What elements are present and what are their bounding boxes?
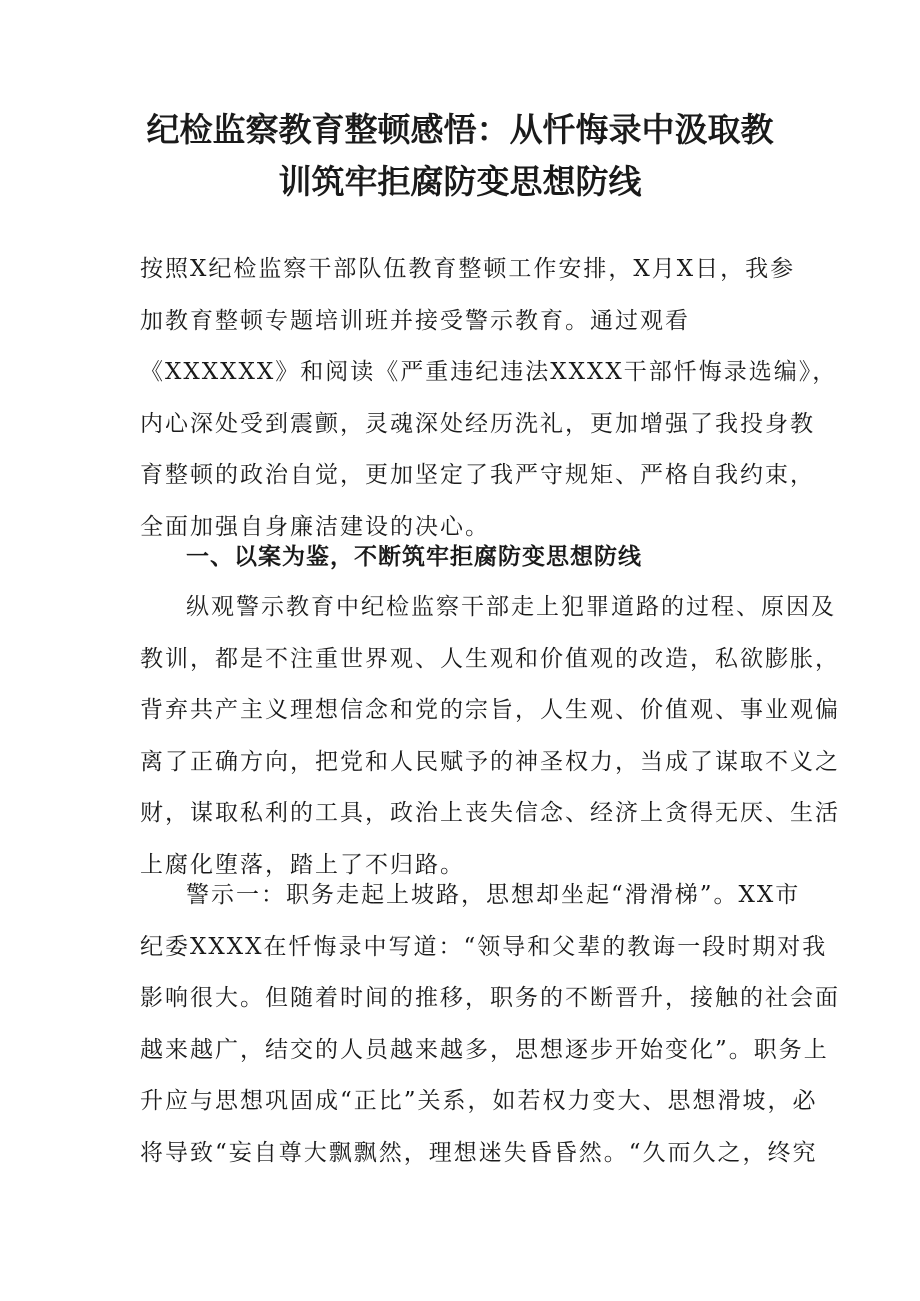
paragraph-line: 纵观警示教育中纪检监察干部走上犯罪道路的过程、原因及: [186, 594, 836, 620]
body-paragraph-2: [140, 870, 840, 1179]
paragraph-line: 影响很大。但随着时间的推移，职务的不断晋升，接触的社会面: [140, 985, 840, 1011]
paragraph-line: 教训，都是不注重世界观、人生观和价值观的改造，私欲膨胀，: [140, 645, 840, 672]
paragraph-line: 财，谋取私利的工具，政治上丧失信念、经济上贪得无厌、生活: [140, 800, 840, 826]
intro-line: 育整顿的政治自觉，更加坚定了我严守规矩、严格自我约束，: [140, 462, 815, 488]
paragraph-line: 警示一：职务走起上坡路，思想却坐起“滑滑梯”。XX市: [186, 882, 801, 908]
document-title-line-1: 纪检监察教育整顿感悟：从忏悔录中汲取教: [146, 110, 774, 149]
document-title-line-2: 训筑牢拒腐防变思想防线: [278, 162, 642, 201]
intro-line: 内心深处受到震颤，灵魂深处经历洗礼，更加增强了我投身教: [140, 410, 815, 437]
paragraph-line: 将导致“妄自尊大飘飘然，理想迷失昏昏然。“久而久之，终究: [140, 1139, 818, 1166]
paragraph-line: 纪委XXXX在忏悔录中写道：“领导和父辈的教诲一段时期对我: [140, 933, 828, 960]
paragraph-line: 上腐化堕落，踏上了不归路。: [140, 851, 465, 878]
body-paragraph-1: [140, 582, 840, 891]
paragraph-line: 越来越广，结交的人员越来越多，思想逐步开始变化”。职务上: [140, 1036, 829, 1063]
section-heading-1: 一、以案为鉴，不断筑牢拒腐防变思想防线: [186, 544, 642, 570]
intro-line: 《XXXXXX》和阅读《严重违纪违法XXXX干部忏悔录选编》，: [140, 359, 838, 385]
paragraph-line: 升应与思想巩固成“正比”关系，如若权力变大、思想滑坡，必: [140, 1088, 818, 1114]
paragraph-line: 背弃共产主义理想信念和党的宗旨，人生观、价值观、事业观偏: [140, 697, 840, 723]
paragraph-line: 离了正确方向，把党和人民赋予的神圣权力，当成了谋取不义之: [140, 748, 840, 775]
intro-line: 全面加强自身廉洁建设的决心。: [140, 513, 490, 540]
intro-paragraph: [140, 244, 838, 553]
intro-line: 按照X纪检监察干部队伍教育整顿工作安排，X月X日，我参: [140, 256, 796, 282]
intro-line: 加教育整顿专题培训班并接受警示教育。通过观看: [140, 307, 690, 334]
